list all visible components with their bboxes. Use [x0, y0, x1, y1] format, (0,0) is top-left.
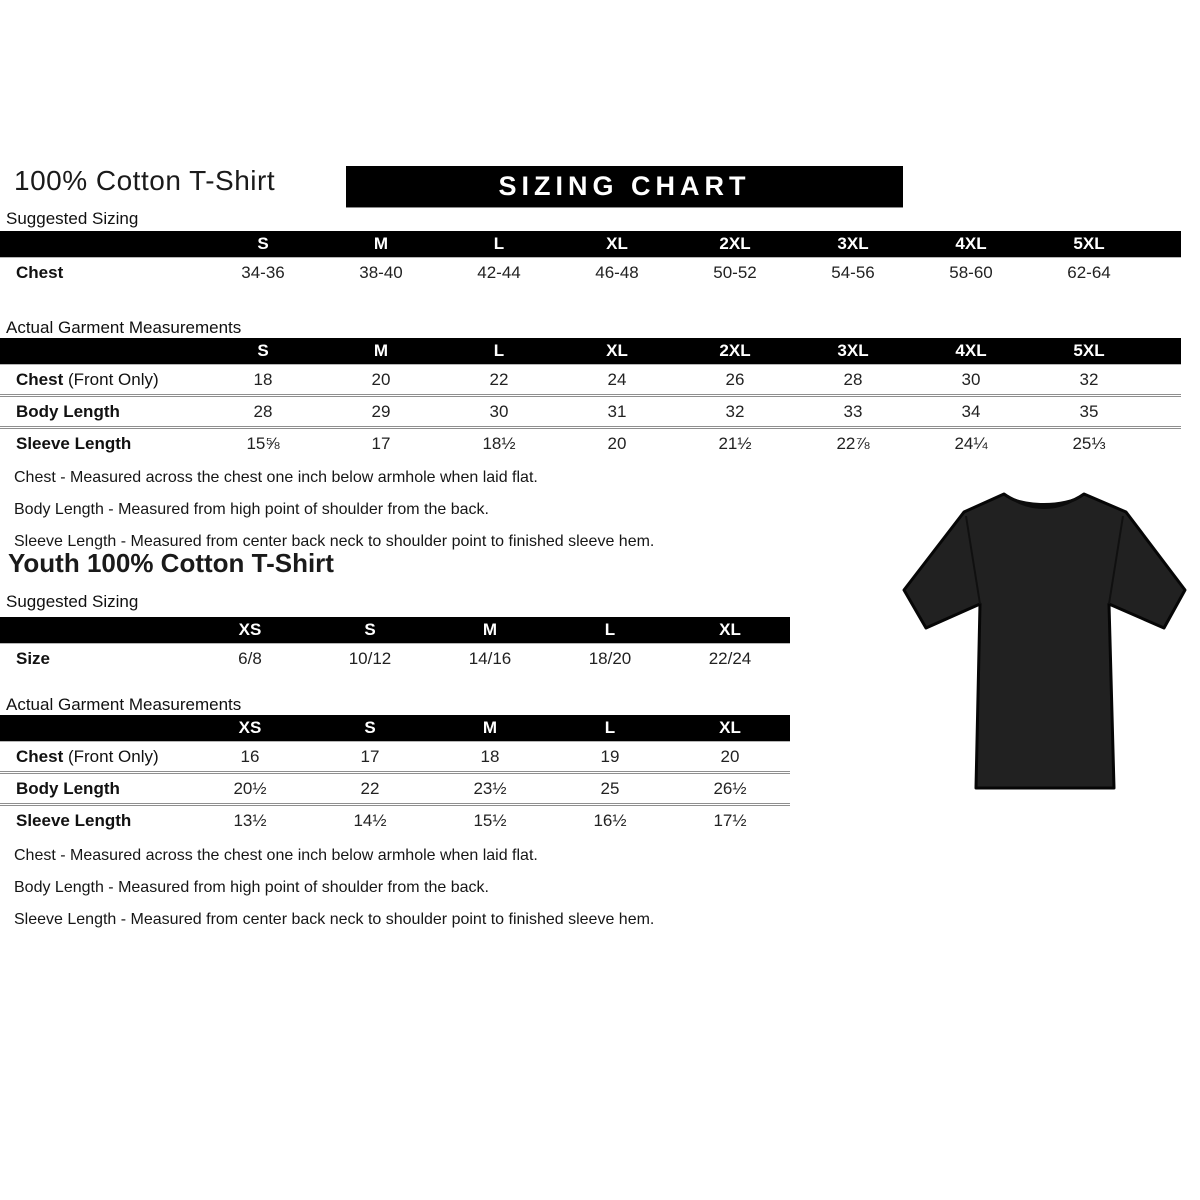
measurement-cell: 34: [961, 401, 981, 421]
size-column-header: 2XL: [719, 234, 751, 253]
size-column-header: L: [493, 341, 505, 360]
measurement-cell: 14/16: [468, 648, 512, 668]
measurement-cell: 15⅝: [246, 433, 280, 453]
size-column-header: XL: [719, 718, 741, 737]
measurement-row: [0, 644, 790, 673]
measurement-cell: 32: [725, 401, 745, 421]
size-column-header: 3XL: [837, 341, 869, 360]
row-label: Chest: [16, 262, 64, 282]
size-header-row: [0, 231, 1181, 258]
row-label: Size: [16, 648, 51, 668]
size-column-header: M: [373, 341, 389, 360]
size-column-header: XL: [719, 620, 741, 639]
measurement-cell: 42-44: [477, 262, 521, 282]
size-column-header: M: [373, 234, 389, 253]
note-line: Body Length - Measured from high point of shoulder from the back.: [14, 501, 489, 518]
measurement-row: [0, 803, 790, 835]
black-tshirt-image: [888, 468, 1200, 813]
measurement-cell: 29: [371, 401, 391, 421]
note-line: Chest - Measured across the chest one inch below armhole when laid flat.: [14, 847, 538, 864]
note-line: Sleeve Length - Measured from center back neck to shoulder point to finished sleeve hem.: [14, 911, 655, 928]
measurement-cell: 10/12: [348, 648, 392, 668]
measurement-row: [0, 426, 1181, 458]
measurement-cell: 28: [843, 369, 863, 389]
measurement-cell: 16: [240, 746, 260, 766]
size-column-header: L: [493, 234, 505, 253]
measurement-row: [0, 258, 1181, 287]
measurement-cell: 6/8: [238, 648, 262, 668]
measurement-cell: 54-56: [831, 262, 875, 282]
size-column-header: M: [482, 620, 498, 639]
measurement-cell: 18: [480, 746, 500, 766]
size-header-row: [0, 715, 790, 742]
row-label: Chest (Front Only): [16, 746, 159, 766]
measurement-cell: 24¼: [954, 433, 988, 453]
youth-suggested-sizing-label: Suggested Sizing: [6, 592, 139, 611]
measurement-row: [0, 394, 1181, 426]
measurement-cell: 22: [360, 778, 380, 798]
size-column-header: 4XL: [955, 234, 987, 253]
measurement-cell: 28: [253, 401, 273, 421]
measurement-cell: 25: [600, 778, 620, 798]
measurement-cell: 15½: [473, 810, 507, 830]
note-line: Chest - Measured across the chest one inch below armhole when laid flat.: [14, 469, 538, 486]
adult-section-title: 100% Cotton T-Shirt: [14, 165, 276, 196]
row-label: Body Length: [16, 401, 120, 421]
size-header-row: [0, 338, 1181, 365]
adult-suggested-sizing-label: Suggested Sizing: [6, 209, 139, 228]
measurement-cell: 32: [1079, 369, 1099, 389]
sizing-chart-banner: [346, 166, 903, 208]
size-column-header: XS: [238, 718, 262, 737]
measurement-cell: 33: [843, 401, 863, 421]
size-column-header: 5XL: [1073, 341, 1105, 360]
measurement-cell: 22: [489, 369, 509, 389]
measurement-cell: 34-36: [241, 262, 285, 282]
measurement-cell: 26½: [713, 778, 747, 798]
youth-section-title: Youth 100% Cotton T-Shirt: [8, 548, 334, 578]
size-column-header: S: [257, 341, 269, 360]
row-label: Chest (Front Only): [16, 369, 159, 389]
measurement-row: [0, 771, 790, 803]
size-column-header: 4XL: [955, 341, 987, 360]
size-column-header: XL: [606, 341, 628, 360]
measurement-cell: 50-52: [713, 262, 757, 282]
size-column-header: M: [482, 718, 498, 737]
measurement-cell: 23½: [473, 778, 507, 798]
measurement-cell: 25⅓: [1072, 433, 1106, 453]
measurement-cell: 18½: [482, 433, 516, 453]
note-line: Body Length - Measured from high point of shoulder from the back.: [14, 879, 489, 896]
measurement-cell: 58-60: [949, 262, 993, 282]
measurement-cell: 14½: [353, 810, 387, 830]
measurement-cell: 21½: [718, 433, 752, 453]
youth-actual-measurements-label: Actual Garment Measurements: [6, 695, 242, 714]
tshirt-shape: [904, 494, 1185, 788]
measurement-cell: 20½: [233, 778, 267, 798]
note-line: Sleeve Length - Measured from center back neck to shoulder point to finished sleeve hem.: [14, 533, 655, 550]
measurement-cell: 62-64: [1067, 262, 1111, 282]
measurement-cell: 17: [360, 746, 380, 766]
size-column-header: S: [364, 620, 376, 639]
measurement-cell: 16½: [593, 810, 627, 830]
measurement-cell: 18/20: [588, 648, 632, 668]
measurement-cell: 19: [600, 746, 620, 766]
size-column-header: L: [604, 620, 616, 639]
measurement-cell: 20: [371, 369, 391, 389]
youth-measurement-notes: [14, 840, 654, 936]
measurement-cell: 17: [371, 433, 391, 453]
size-column-header: L: [604, 718, 616, 737]
measurement-cell: 24: [607, 369, 627, 389]
adult-actual-measurements-table: [0, 338, 1181, 458]
measurement-cell: 22/24: [708, 648, 752, 668]
measurement-cell: 22⅞: [836, 433, 870, 453]
measurement-cell: 38-40: [359, 262, 403, 282]
size-column-header: 5XL: [1073, 234, 1105, 253]
measurement-cell: 20: [607, 433, 627, 453]
measurement-cell: 17½: [713, 810, 747, 830]
measurement-cell: 30: [489, 401, 509, 421]
measurement-cell: 26: [725, 369, 745, 389]
size-column-header: XL: [606, 234, 628, 253]
row-label: Sleeve Length: [16, 810, 132, 830]
youth-suggested-sizing-table: [0, 617, 790, 673]
measurement-row: [0, 742, 790, 771]
measurement-cell: 35: [1079, 401, 1099, 421]
measurement-cell: 31: [607, 401, 627, 421]
sizing-chart-banner-text: SIZING CHART: [498, 171, 751, 201]
size-column-header: 3XL: [837, 234, 869, 253]
size-column-header: S: [364, 718, 376, 737]
measurement-cell: 13½: [233, 810, 267, 830]
measurement-cell: 46-48: [595, 262, 639, 282]
youth-actual-measurements-table: [0, 715, 790, 835]
adult-measurement-notes: [14, 462, 654, 558]
size-column-header: S: [257, 234, 269, 253]
row-label: Body Length: [16, 778, 120, 798]
measurement-cell: 18: [253, 369, 273, 389]
row-label: Sleeve Length: [16, 433, 132, 453]
adult-actual-measurements-label: Actual Garment Measurements: [6, 318, 242, 337]
size-column-header: 2XL: [719, 341, 751, 360]
size-column-header: XS: [238, 620, 262, 639]
adult-suggested-sizing-table: [0, 231, 1181, 287]
measurement-cell: 30: [961, 369, 981, 389]
measurement-cell: 20: [720, 746, 740, 766]
measurement-row: [0, 365, 1181, 394]
size-header-row: [0, 617, 790, 644]
